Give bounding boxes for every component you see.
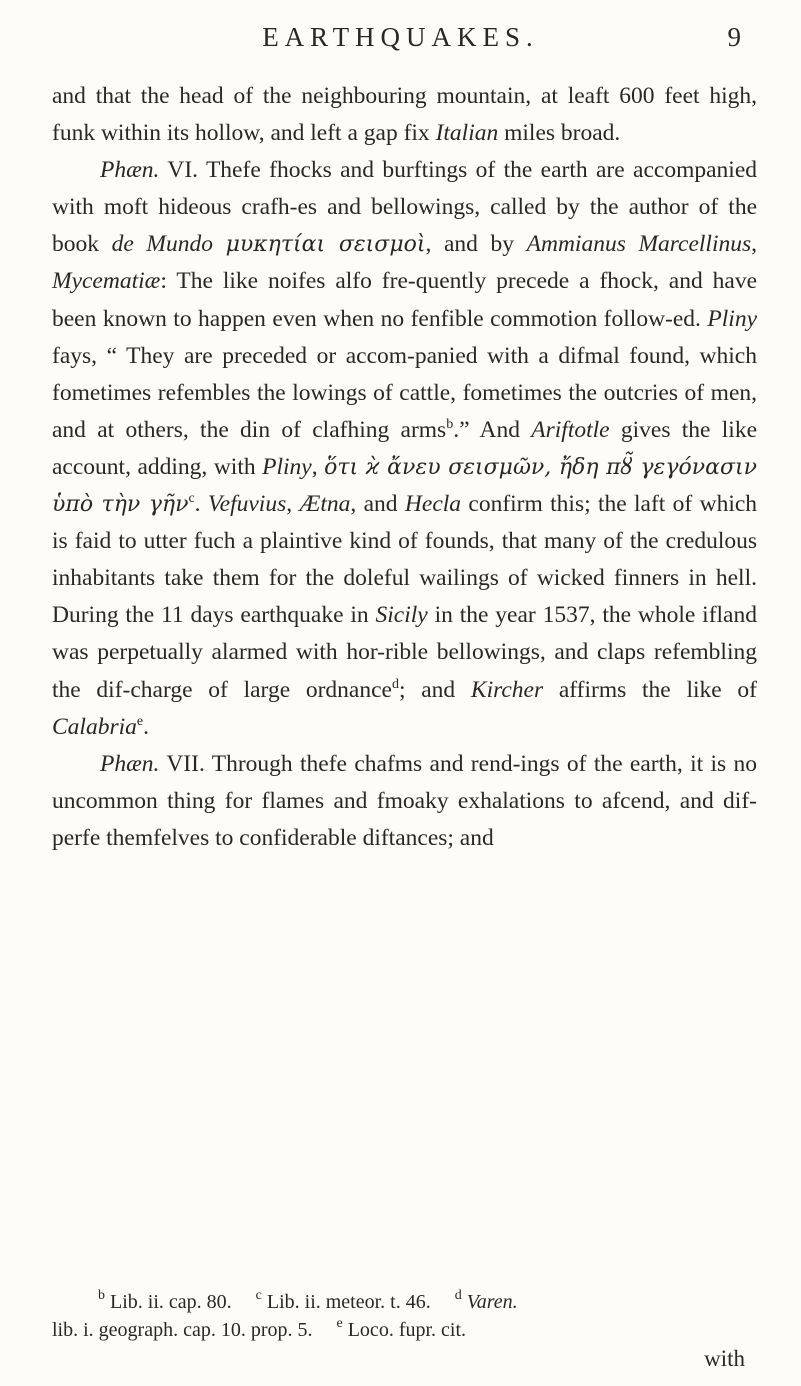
section-label: Phæn. xyxy=(100,750,160,777)
author-name: Pliny xyxy=(707,305,757,332)
place-name: Ætna xyxy=(299,491,351,518)
author-name: Kircher xyxy=(470,676,544,703)
paragraph-continuation: and that the head of the neighbouring mountain, at leaft 600 feet high, funk within its hollow, and left a gap fix Italian miles broad. xyxy=(52,83,757,147)
author-name: Ammianus Marcellinus xyxy=(526,231,752,258)
footnote-line: lib. i. geograph. cap. 10. prop. 5. $^e$ Loco. fupr. cit. xyxy=(52,1316,467,1341)
paragraph-phaenomenon-7: Phæn. VII. Through thefe chafms and rend-ings of the earth, it is no uncommon thing for flames and fmoaky exhalations to afcend, and dif-perfe themfelves to confiderable diftances; and xyxy=(52,750,757,851)
footnotes xyxy=(52,1288,757,1344)
greek-phrase: ὅτι ϰ̀ ἄνευ σεισμῶν, ἤδη πȣ̃ γεγόνασιν ὑπὸ τὴν γῆν xyxy=(52,454,758,518)
italic-term: Mycematiæ xyxy=(52,268,161,295)
footnote-ref: c xyxy=(188,491,195,507)
footnote-mark: b xyxy=(98,1288,105,1303)
italic-term: Italian xyxy=(435,120,499,147)
running-head xyxy=(0,22,801,62)
catchword: with xyxy=(704,1346,745,1371)
body-text xyxy=(52,78,757,857)
footnote-mark: c xyxy=(255,1288,262,1303)
author-name: Pliny xyxy=(262,453,312,480)
place-name: Sicily xyxy=(375,602,428,629)
author-name: Varen. xyxy=(466,1291,518,1313)
footnote-line: $^b$ Lib. ii. cap. 80. $^c$ Lib. ii. meteor. t. 46. $^d$ Varen. xyxy=(98,1288,518,1313)
footnote-ref: e xyxy=(136,713,144,729)
greek-phrase: μυκητίαι σεισμοὶ xyxy=(225,232,426,258)
footnote-ref: b xyxy=(446,416,454,432)
section-label: Phæn. xyxy=(100,157,160,184)
running-title: EARTHQUAKES. xyxy=(262,22,539,52)
place-name: Vefuvius xyxy=(207,491,287,518)
author-name: Ariftotle xyxy=(531,416,610,443)
footnote-mark: d xyxy=(454,1288,462,1303)
footnote-mark: e xyxy=(336,1316,343,1331)
book-title: de Mundo xyxy=(111,231,213,258)
place-name: Calabria xyxy=(52,713,137,740)
paragraph-phaenomenon-6: Phæn. VI. Thefe fhocks and burftings of the earth are accompanied with moft hideous crafh-es and bellowings, called by the author of the book de Mundo μυκητίαι σεισμοὶ, and by Ammianus Marcellinus, Mycematiæ: The like noifes alfo fre-quently precede a fhock, and have been known to happen even when no fenfible commotion follow-ed. Pliny fays, “ They are preceded or accom-panied with a difmal found, which fometimes refembles the lowings of cattle, fometimes the outcries of men, and at others, the din of clafhing arms$^b$.” And Ariftotle gives the like account, adding, with Pliny, ὅτι ϰ̀ ἄνευ σεισμῶν, ἤδη πȣ̃ γεγόνασιν ὑπὸ τὴν γῆν$^c$. Vefuvius, Ætna, and Hecla confirm this; the laft of which is faid to utter fuch a plaintive kind of founds, that many of the credulous inhabitants take them for the doleful wailings of wicked finners in hell. During the 11 days earthquake in Sicily in the year 1537, the whole ifland was perpetually alarmed with hor-rible bellowings, and claps refembling the dif-charge of large ordnance$^d$; and Kircher affirms the like of Calabria$^e$. xyxy=(52,157,758,740)
place-name: Hecla xyxy=(404,491,462,518)
page-number: 9 xyxy=(727,22,741,52)
footnote-ref: d xyxy=(391,676,399,692)
